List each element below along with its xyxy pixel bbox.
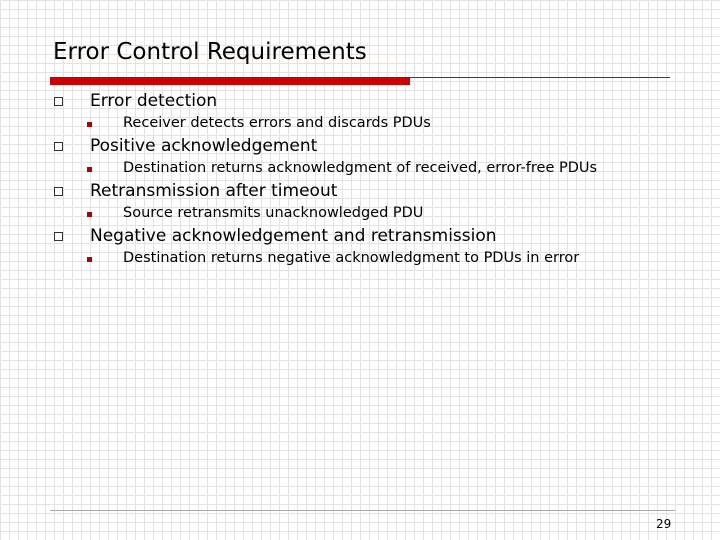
bullet-text: Retransmission after timeout <box>90 181 338 201</box>
page-number: 29 <box>656 517 672 531</box>
bullet-text: Error detection <box>90 91 218 111</box>
footer-divider <box>50 510 675 511</box>
sub-bullet-text: Destination returns negative acknowledgment to PDUs in error <box>123 250 580 266</box>
sub-bullet-text: Source retransmits unacknowledged PDU <box>123 205 424 221</box>
sub-bullet-square-icon <box>87 212 92 217</box>
sub-bullet-square-icon <box>87 257 92 262</box>
title-underline-bar <box>50 77 410 85</box>
sub-bullet-text: Destination returns acknowledgment of received, error-free PDUs <box>123 160 598 176</box>
bullet-square-icon <box>54 97 63 106</box>
sub-bullet-square-icon <box>87 122 92 127</box>
title-underline-line <box>410 77 670 78</box>
sub-bullet-text: Receiver detects errors and discards PDUs <box>123 115 431 131</box>
bullet-square-icon <box>54 142 63 151</box>
bullet-square-icon <box>54 187 63 196</box>
slide-title: Error Control Requirements <box>53 39 367 65</box>
bullet-square-icon <box>54 232 63 241</box>
bullet-text: Positive acknowledgement <box>90 136 318 156</box>
bullet-text: Negative acknowledgement and retransmission <box>90 226 497 246</box>
sub-bullet-square-icon <box>87 167 92 172</box>
